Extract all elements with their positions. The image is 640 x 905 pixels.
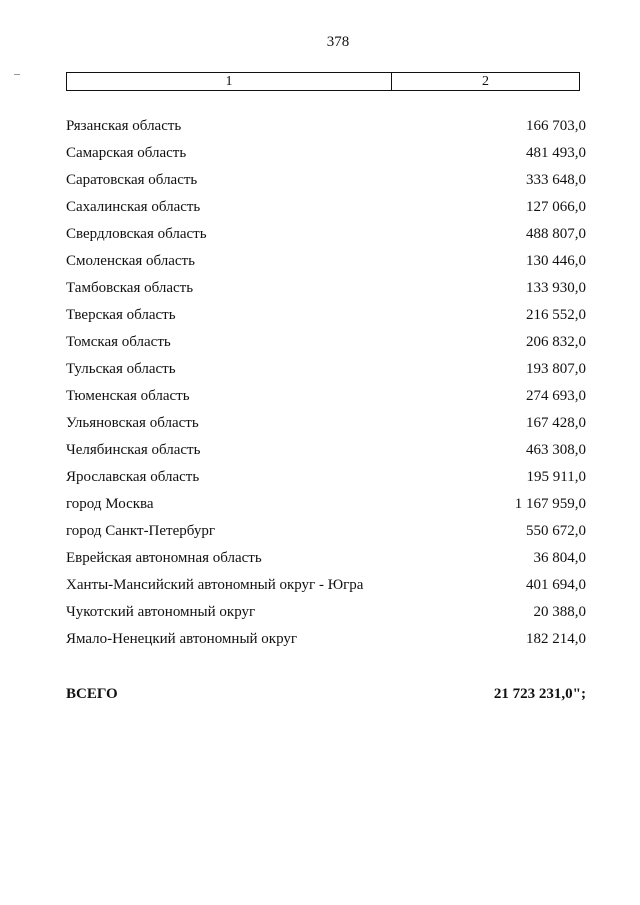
region-name: Свердловская область — [66, 226, 207, 242]
region-value: 127 066,0 — [526, 199, 586, 215]
region-name: Ульяновская область — [66, 415, 199, 431]
table-row — [66, 143, 586, 170]
region-value: 463 308,0 — [526, 442, 586, 458]
margin-mark — [14, 74, 20, 75]
region-name: Тульская область — [66, 361, 176, 377]
region-value: 488 807,0 — [526, 226, 586, 242]
column-header-1: 1 — [67, 73, 392, 90]
table-header — [66, 72, 580, 91]
region-value: 333 648,0 — [526, 172, 586, 188]
region-value: 193 807,0 — [526, 361, 586, 377]
region-value: 550 672,0 — [526, 523, 586, 539]
region-value: 130 446,0 — [526, 253, 586, 269]
region-value: 195 911,0 — [526, 469, 586, 485]
table-row — [66, 413, 586, 440]
region-name: Тюменская область — [66, 388, 190, 404]
table-row — [66, 521, 586, 548]
region-value: 481 493,0 — [526, 145, 586, 161]
region-value: 1 167 959,0 — [514, 496, 586, 512]
region-name: Рязанская область — [66, 118, 182, 134]
region-value: 166 703,0 — [526, 118, 586, 134]
table-row — [66, 494, 586, 521]
region-value: 274 693,0 — [526, 388, 586, 404]
region-name: Челябинская область — [66, 442, 201, 458]
table-row — [66, 548, 586, 575]
table-row — [66, 359, 586, 386]
table-row — [66, 116, 586, 143]
region-name: Сахалинская область — [66, 199, 201, 215]
table-row — [66, 197, 586, 224]
region-name: Тверская область — [66, 307, 176, 323]
table-row — [66, 467, 586, 494]
region-name: город Москва — [66, 496, 154, 512]
region-table — [66, 116, 586, 656]
region-name: Самарская область — [66, 145, 187, 161]
table-row — [66, 332, 586, 359]
page-number: 378 — [326, 34, 350, 50]
region-name: Еврейская автономная область — [66, 550, 262, 566]
table-row — [66, 224, 586, 251]
column-header-2: 2 — [482, 74, 489, 89]
region-value: 20 388,0 — [533, 604, 586, 620]
table-row — [66, 440, 586, 467]
region-name: Томская область — [66, 334, 171, 350]
table-row — [66, 629, 586, 656]
region-value: 36 804,0 — [533, 550, 586, 566]
region-name: Саратовская область — [66, 172, 198, 188]
region-value: 206 832,0 — [526, 334, 586, 350]
table-row — [66, 386, 586, 413]
region-name: Чукотский автономный округ — [66, 604, 256, 620]
region-name: Тамбовская область — [66, 280, 194, 296]
table-row — [66, 170, 586, 197]
region-value: 401 694,0 — [526, 577, 586, 593]
total-value: 21 723 231,0"; — [493, 686, 586, 702]
region-name: Смоленская область — [66, 253, 195, 269]
region-value: 133 930,0 — [526, 280, 586, 296]
table-row — [66, 305, 586, 332]
total-row — [66, 684, 586, 704]
table-row — [66, 575, 586, 602]
region-value: 216 552,0 — [526, 307, 586, 323]
region-name: город Санкт-Петербург — [66, 523, 215, 539]
region-value: 167 428,0 — [526, 415, 586, 431]
region-name: Ярославская область — [66, 469, 200, 485]
region-value: 182 214,0 — [526, 631, 586, 647]
total-label: ВСЕГО — [66, 686, 118, 702]
region-name: Ханты-Мансийский автономный округ - Югра — [66, 577, 364, 593]
table-row — [66, 602, 586, 629]
table-row — [66, 278, 586, 305]
table-row — [66, 251, 586, 278]
region-name: Ямало-Ненецкий автономный округ — [66, 631, 298, 647]
